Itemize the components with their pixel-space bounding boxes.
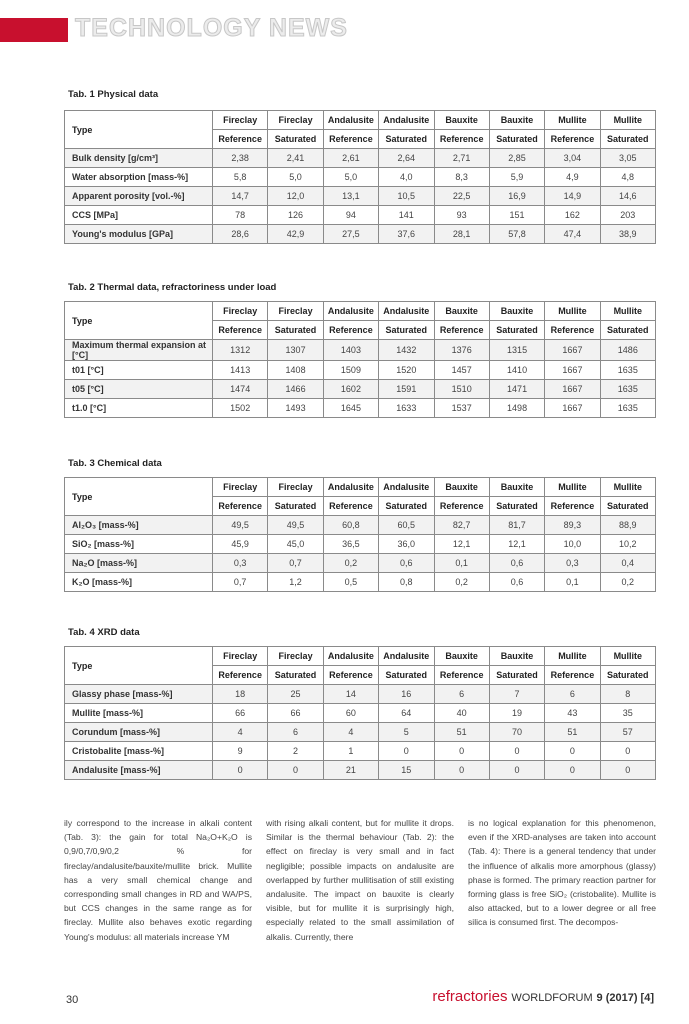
material-header: Mullite	[545, 111, 600, 130]
state-header: Saturated	[600, 497, 655, 516]
material-header: Mullite	[545, 478, 600, 497]
material-header: Fireclay	[213, 478, 268, 497]
table-cell: 5,0	[323, 168, 378, 187]
row-label: Maximum thermal expansion at [°C]	[65, 340, 213, 361]
table-cell: 7	[489, 685, 544, 704]
table-cell: 203	[600, 206, 655, 225]
table-cell: 1633	[379, 399, 434, 418]
table-cell: 12,0	[268, 187, 323, 206]
table-3-caption: Tab. 3 Chemical data	[68, 458, 162, 469]
table-cell: 0	[434, 742, 489, 761]
table-cell: 57,8	[489, 225, 544, 244]
state-header: Saturated	[268, 130, 323, 149]
table-cell: 64	[379, 704, 434, 723]
state-header: Reference	[434, 321, 489, 340]
table-cell: 126	[268, 206, 323, 225]
table-cell: 43	[545, 704, 600, 723]
state-header: Reference	[213, 666, 268, 685]
table-row	[65, 554, 656, 573]
material-header: Andalusite	[379, 647, 434, 666]
table-cell: 89,3	[545, 516, 600, 535]
table-cell: 42,9	[268, 225, 323, 244]
table-cell: 8,3	[434, 168, 489, 187]
material-header: Bauxite	[434, 111, 489, 130]
row-label: t05 [°C]	[65, 380, 213, 399]
table-cell: 8	[600, 685, 655, 704]
table-cell: 0,1	[545, 573, 600, 592]
table-cell: 38,9	[600, 225, 655, 244]
table-cell: 5,9	[489, 168, 544, 187]
row-label: Andalusite [mass-%]	[65, 761, 213, 780]
page-number: 30	[66, 994, 79, 1006]
table-cell: 36,0	[379, 535, 434, 554]
table-cell: 1591	[379, 380, 434, 399]
material-header: Fireclay	[213, 647, 268, 666]
table-cell: 0	[545, 742, 600, 761]
table-cell: 0	[600, 742, 655, 761]
table-cell: 47,4	[545, 225, 600, 244]
state-header: Saturated	[489, 130, 544, 149]
table-cell: 2,64	[379, 149, 434, 168]
text-column-2: with rising alkali content, but for mullite it drops. Similar is the thermal behaviour (Tab. 2): the effect on fireclay is very small and in fact negligible; possible impacts on andalusite are overlapped by further mullitisation of still existing andalusite. The impact on bauxite is clearly visible, but for mullite it is surprisingly high, especially related to the small assimilation of alkalis. Currently, there	[266, 818, 454, 942]
table-1-caption: Tab. 1 Physical data	[68, 89, 159, 100]
table-cell: 1376	[434, 340, 489, 361]
state-header: Saturated	[489, 666, 544, 685]
state-header: Reference	[213, 497, 268, 516]
table-cell: 0	[489, 761, 544, 780]
table-cell: 0,8	[379, 573, 434, 592]
table-cell: 162	[545, 206, 600, 225]
physical-data-table	[64, 110, 656, 244]
table-row	[65, 704, 656, 723]
table-cell: 5,0	[268, 168, 323, 187]
type-header: Type	[65, 111, 213, 149]
table-row	[65, 225, 656, 244]
table-cell: 60	[323, 704, 378, 723]
material-header: Fireclay	[213, 111, 268, 130]
table-cell: 1471	[489, 380, 544, 399]
table-cell: 1635	[600, 399, 655, 418]
table-row	[65, 187, 656, 206]
table-row	[65, 340, 656, 361]
table-cell: 10,5	[379, 187, 434, 206]
table-cell: 1635	[600, 380, 655, 399]
table-cell: 18	[213, 685, 268, 704]
table-cell: 27,5	[323, 225, 378, 244]
table-row	[65, 149, 656, 168]
row-label: Bulk density [g/cm³]	[65, 149, 213, 168]
row-label: Apparent porosity [vol.-%]	[65, 187, 213, 206]
journal-footer	[432, 988, 654, 1005]
material-header: Mullite	[600, 647, 655, 666]
table-cell: 10,0	[545, 535, 600, 554]
material-header: Mullite	[600, 478, 655, 497]
state-header: Reference	[545, 321, 600, 340]
table-cell: 1520	[379, 361, 434, 380]
table-cell: 4	[323, 723, 378, 742]
table-cell: 1635	[600, 361, 655, 380]
table-cell: 1315	[489, 340, 544, 361]
table-cell: 51	[545, 723, 600, 742]
table-cell: 88,9	[600, 516, 655, 535]
table-cell: 81,7	[489, 516, 544, 535]
state-header: Reference	[545, 130, 600, 149]
material-header: Fireclay	[268, 647, 323, 666]
state-header: Saturated	[600, 130, 655, 149]
row-label: t01 [°C]	[65, 361, 213, 380]
table-row	[65, 516, 656, 535]
table-cell: 28,6	[213, 225, 268, 244]
table-cell: 0,2	[323, 554, 378, 573]
state-header: Saturated	[379, 130, 434, 149]
table-cell: 1498	[489, 399, 544, 418]
row-label: Corundum [mass-%]	[65, 723, 213, 742]
table-cell: 1312	[213, 340, 268, 361]
row-label: Al₂O₃ [mass-%]	[65, 516, 213, 535]
row-label: CCS [MPa]	[65, 206, 213, 225]
table-cell: 49,5	[268, 516, 323, 535]
table-cell: 25	[268, 685, 323, 704]
table-cell: 1413	[213, 361, 268, 380]
table-cell: 3,04	[545, 149, 600, 168]
table-row	[65, 399, 656, 418]
table-4-caption: Tab. 4 XRD data	[68, 627, 140, 638]
table-cell: 14,6	[600, 187, 655, 206]
table-cell: 1509	[323, 361, 378, 380]
state-header: Reference	[323, 666, 378, 685]
table-cell: 66	[268, 704, 323, 723]
table-cell: 14,7	[213, 187, 268, 206]
table-cell: 1602	[323, 380, 378, 399]
table-cell: 12,1	[434, 535, 489, 554]
material-header: Andalusite	[323, 111, 378, 130]
material-header: Andalusite	[323, 478, 378, 497]
material-header: Mullite	[600, 111, 655, 130]
state-header: Reference	[434, 497, 489, 516]
table-cell: 0,6	[489, 554, 544, 573]
table-cell: 0,7	[213, 573, 268, 592]
table-cell: 1537	[434, 399, 489, 418]
table-cell: 12,1	[489, 535, 544, 554]
state-header: Saturated	[600, 321, 655, 340]
table-row	[65, 742, 656, 761]
table-cell: 10,2	[600, 535, 655, 554]
journal-brand-suffix: WORLDFORUM	[511, 992, 593, 1004]
material-header: Mullite	[545, 647, 600, 666]
table-cell: 0,2	[434, 573, 489, 592]
table-cell: 1645	[323, 399, 378, 418]
table-row	[65, 685, 656, 704]
table-cell: 1510	[434, 380, 489, 399]
table-cell: 1408	[268, 361, 323, 380]
table-cell: 6	[545, 685, 600, 704]
table-cell: 78	[213, 206, 268, 225]
material-header: Fireclay	[213, 302, 268, 321]
table-cell: 60,5	[379, 516, 434, 535]
table-cell: 82,7	[434, 516, 489, 535]
type-header: Type	[65, 302, 213, 340]
state-header: Reference	[323, 497, 378, 516]
table-cell: 1667	[545, 361, 600, 380]
chemical-data-table	[64, 477, 656, 592]
table-cell: 2,38	[213, 149, 268, 168]
table-row	[65, 723, 656, 742]
text-column-3: is no logical explanation for this phenomenon, even if the XRD-analyses are taken into account (Tab. 4): There is a general tendency that under the influence of alkalis more amorphous (glassy) phase is formed. The primary reaction partner for forming glass is free SiO₂ (cristobalite). Mullite is also attacked, but to a lower degree or all free silica is consumed first. The decompos-	[468, 818, 656, 928]
table-cell: 0,5	[323, 573, 378, 592]
table-cell: 35	[600, 704, 655, 723]
table-cell: 1486	[600, 340, 655, 361]
row-label: Glassy phase [mass-%]	[65, 685, 213, 704]
table-cell: 1493	[268, 399, 323, 418]
state-header: Reference	[323, 321, 378, 340]
table-cell: 66	[213, 704, 268, 723]
row-label: SiO₂ [mass-%]	[65, 535, 213, 554]
table-cell: 0	[489, 742, 544, 761]
table-cell: 151	[489, 206, 544, 225]
table-cell: 13,1	[323, 187, 378, 206]
table-row	[65, 168, 656, 187]
table-cell: 0,3	[545, 554, 600, 573]
row-label: K₂O [mass-%]	[65, 573, 213, 592]
table-cell: 1502	[213, 399, 268, 418]
state-header: Reference	[434, 666, 489, 685]
row-label: Water absorption [mass-%]	[65, 168, 213, 187]
section-title: TECHNOLOGY NEWS	[75, 14, 348, 42]
table-cell: 0,6	[489, 573, 544, 592]
table-cell: 51	[434, 723, 489, 742]
row-label: Cristobalite [mass-%]	[65, 742, 213, 761]
state-header: Saturated	[268, 497, 323, 516]
journal-issue: 9 (2017) [4]	[596, 992, 654, 1004]
table-cell: 5	[379, 723, 434, 742]
state-header: Saturated	[489, 497, 544, 516]
table-cell: 1457	[434, 361, 489, 380]
table-cell: 1432	[379, 340, 434, 361]
state-header: Saturated	[600, 666, 655, 685]
material-header: Bauxite	[434, 302, 489, 321]
table-cell: 2,71	[434, 149, 489, 168]
table-cell: 0,4	[600, 554, 655, 573]
table-cell: 9	[213, 742, 268, 761]
table-cell: 1,2	[268, 573, 323, 592]
table-cell: 36,5	[323, 535, 378, 554]
type-header: Type	[65, 478, 213, 516]
table-2-caption: Tab. 2 Thermal data, refractoriness under load	[68, 282, 277, 293]
material-header: Bauxite	[489, 478, 544, 497]
table-cell: 14,9	[545, 187, 600, 206]
table-cell: 16	[379, 685, 434, 704]
table-cell: 0	[600, 761, 655, 780]
table-cell: 21	[323, 761, 378, 780]
row-label: Young's modulus [GPa]	[65, 225, 213, 244]
table-cell: 1410	[489, 361, 544, 380]
type-header: Type	[65, 647, 213, 685]
state-header: Saturated	[268, 666, 323, 685]
table-row	[65, 573, 656, 592]
xrd-data-table	[64, 646, 656, 780]
material-header: Andalusite	[323, 647, 378, 666]
material-header: Andalusite	[379, 111, 434, 130]
table-cell: 49,5	[213, 516, 268, 535]
table-cell: 1466	[268, 380, 323, 399]
table-cell: 4,9	[545, 168, 600, 187]
thermal-data-table	[64, 301, 656, 418]
state-header: Reference	[213, 321, 268, 340]
table-cell: 70	[489, 723, 544, 742]
row-label: t1.0 [°C]	[65, 399, 213, 418]
table-cell: 4,0	[379, 168, 434, 187]
state-header: Saturated	[489, 321, 544, 340]
table-cell: 5,8	[213, 168, 268, 187]
state-header: Reference	[323, 130, 378, 149]
table-cell: 45,9	[213, 535, 268, 554]
table-cell: 6	[434, 685, 489, 704]
table-cell: 4,8	[600, 168, 655, 187]
table-cell: 40	[434, 704, 489, 723]
table-cell: 28,1	[434, 225, 489, 244]
table-cell: 0	[379, 742, 434, 761]
table-cell: 16,9	[489, 187, 544, 206]
material-header: Andalusite	[379, 302, 434, 321]
material-header: Bauxite	[434, 647, 489, 666]
table-row	[65, 761, 656, 780]
table-cell: 4	[213, 723, 268, 742]
table-cell: 0,6	[379, 554, 434, 573]
table-cell: 6	[268, 723, 323, 742]
table-row	[65, 361, 656, 380]
table-cell: 2,61	[323, 149, 378, 168]
row-label: Mullite [mass-%]	[65, 704, 213, 723]
table-cell: 0	[268, 761, 323, 780]
material-header: Mullite	[600, 302, 655, 321]
table-cell: 0	[545, 761, 600, 780]
state-header: Saturated	[268, 321, 323, 340]
table-cell: 0,3	[213, 554, 268, 573]
section-color-bar	[0, 18, 68, 42]
table-cell: 1474	[213, 380, 268, 399]
row-label: Na₂O [mass-%]	[65, 554, 213, 573]
table-cell: 2,41	[268, 149, 323, 168]
table-cell: 94	[323, 206, 378, 225]
table-cell: 3,05	[600, 149, 655, 168]
table-cell: 14	[323, 685, 378, 704]
material-header: Fireclay	[268, 302, 323, 321]
table-cell: 141	[379, 206, 434, 225]
table-row	[65, 380, 656, 399]
table-cell: 1667	[545, 380, 600, 399]
state-header: Saturated	[379, 666, 434, 685]
material-header: Bauxite	[489, 111, 544, 130]
table-cell: 1307	[268, 340, 323, 361]
table-cell: 19	[489, 704, 544, 723]
table-cell: 15	[379, 761, 434, 780]
table-cell: 45,0	[268, 535, 323, 554]
material-header: Fireclay	[268, 478, 323, 497]
table-cell: 2,85	[489, 149, 544, 168]
table-cell: 0,1	[434, 554, 489, 573]
table-cell: 0,7	[268, 554, 323, 573]
material-header: Mullite	[545, 302, 600, 321]
state-header: Reference	[545, 497, 600, 516]
state-header: Reference	[434, 130, 489, 149]
table-cell: 1667	[545, 340, 600, 361]
state-header: Saturated	[379, 321, 434, 340]
table-cell: 0,2	[600, 573, 655, 592]
material-header: Bauxite	[489, 302, 544, 321]
state-header: Reference	[213, 130, 268, 149]
table-cell: 1	[323, 742, 378, 761]
table-cell: 0	[434, 761, 489, 780]
table-cell: 93	[434, 206, 489, 225]
table-cell: 37,6	[379, 225, 434, 244]
table-cell: 0	[213, 761, 268, 780]
material-header: Bauxite	[489, 647, 544, 666]
table-cell: 60,8	[323, 516, 378, 535]
journal-brand: refractories	[432, 988, 508, 1005]
table-row	[65, 206, 656, 225]
material-header: Andalusite	[379, 478, 434, 497]
table-cell: 1403	[323, 340, 378, 361]
body-text-columns	[64, 816, 656, 944]
material-header: Fireclay	[268, 111, 323, 130]
material-header: Bauxite	[434, 478, 489, 497]
state-header: Reference	[545, 666, 600, 685]
table-cell: 2	[268, 742, 323, 761]
table-cell: 57	[600, 723, 655, 742]
text-column-1: ily correspond to the increase in alkali content (Tab. 3): the gain for total Na₂O+K₂O is 0,9/0,7/0,9/0,2 % for fireclay/andalusite/bauxite/mullite brick. Mullite has a very small chemical change and corresponding small changes in RD and WA/PS, but CCS changes in the same range as for fireclay. Mullite also behaves exotic regarding Young's modulus: all materials increase YM	[64, 818, 252, 942]
material-header: Andalusite	[323, 302, 378, 321]
table-row	[65, 535, 656, 554]
state-header: Saturated	[379, 497, 434, 516]
table-cell: 22,5	[434, 187, 489, 206]
table-cell: 1667	[545, 399, 600, 418]
